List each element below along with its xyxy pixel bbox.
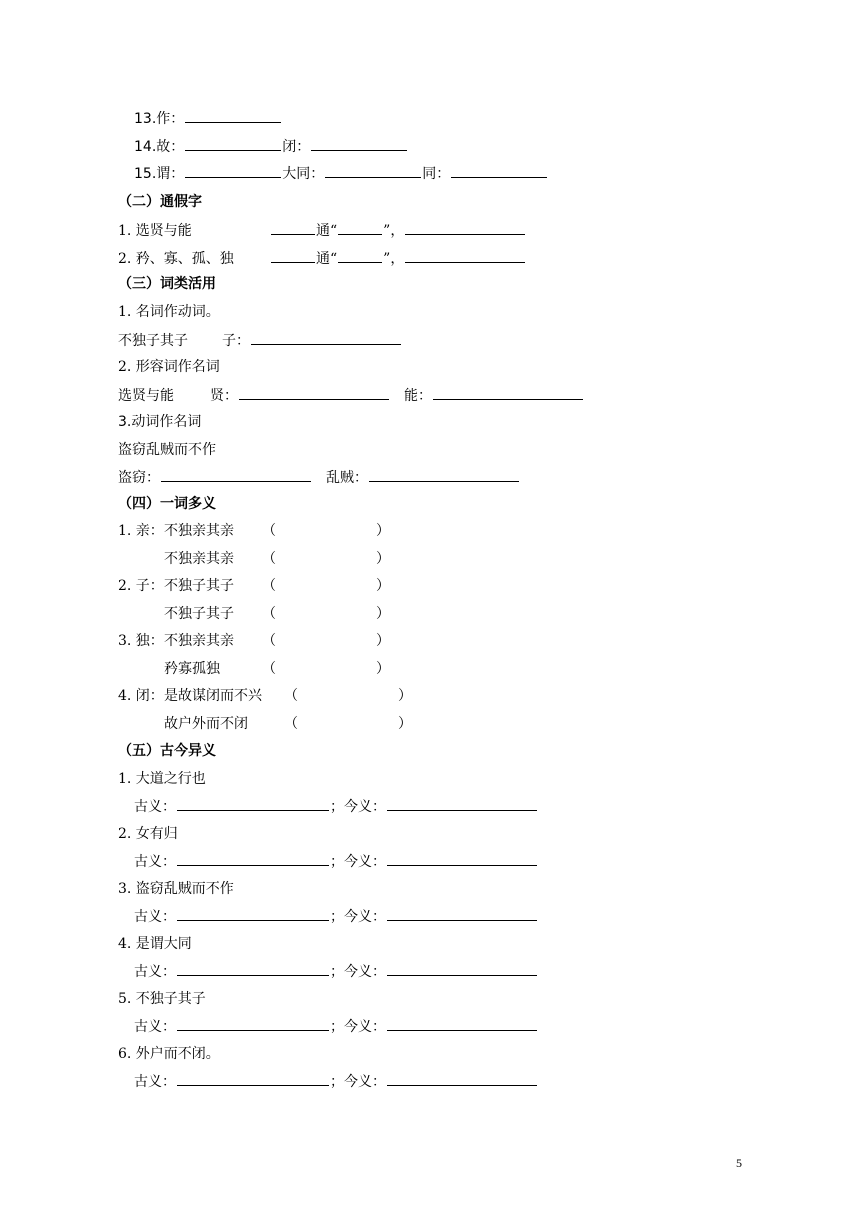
close-paren: ） bbox=[376, 661, 390, 677]
row-prefix: 1. 亲： bbox=[118, 523, 164, 539]
answer-blank[interactable] bbox=[338, 220, 382, 235]
gujin-item-label: 3. 盗窃乱贼而不作 bbox=[118, 881, 234, 897]
item-word: 闭： bbox=[282, 139, 311, 155]
separator: ； bbox=[330, 854, 344, 870]
gujin-answer-row bbox=[134, 906, 538, 926]
close-paren: ） bbox=[376, 523, 390, 539]
tongjia-row-2 bbox=[118, 248, 526, 268]
separator: ； bbox=[330, 909, 344, 925]
close-paren: ） bbox=[376, 606, 390, 622]
item-number: 15. bbox=[134, 166, 157, 182]
open-paren: （ bbox=[284, 716, 298, 732]
gujin-item-label: 1. 大道之行也 bbox=[118, 771, 206, 787]
open-paren: （ bbox=[262, 606, 276, 622]
gu-label: 古义： bbox=[134, 854, 176, 870]
gujin-item-label: 4. 是谓大同 bbox=[118, 936, 192, 952]
polysemy-row bbox=[118, 576, 390, 596]
close-paren: ） bbox=[398, 716, 412, 732]
section-title-tongjiazi: （二）通假字 bbox=[118, 194, 202, 210]
sub-heading: 2. 形容词作名词 bbox=[118, 359, 220, 375]
answer-blank[interactable] bbox=[271, 248, 315, 263]
tongjia-row-1 bbox=[118, 220, 526, 240]
jin-label: 今义： bbox=[344, 854, 386, 870]
example-sentence: 是故谋闭而不兴 bbox=[164, 688, 262, 704]
separator: ； bbox=[330, 1074, 344, 1090]
answer-blank[interactable] bbox=[239, 385, 389, 400]
polysemy-row bbox=[118, 604, 390, 624]
answer-blank[interactable] bbox=[177, 1071, 329, 1086]
item-number: 13. bbox=[134, 111, 157, 127]
jin-label: 今义： bbox=[344, 799, 386, 815]
sub-heading: 3.动词作名词 bbox=[118, 414, 202, 430]
answer-blank[interactable] bbox=[271, 220, 315, 235]
gujin-answer-row bbox=[134, 961, 538, 981]
gu-label: 古义： bbox=[134, 799, 176, 815]
gu-label: 古义： bbox=[134, 964, 176, 980]
close-paren: ） bbox=[398, 688, 412, 704]
huoyong-row-1 bbox=[118, 330, 402, 350]
example-sentence: 不独亲其亲 bbox=[164, 551, 234, 567]
close-paren: ） bbox=[376, 551, 390, 567]
tong-text: 通“ bbox=[316, 251, 338, 267]
open-paren: （ bbox=[262, 551, 276, 567]
row-label: 乱贼： bbox=[326, 470, 368, 486]
answer-blank[interactable] bbox=[369, 467, 519, 482]
answer-blank[interactable] bbox=[387, 906, 537, 921]
answer-blank[interactable] bbox=[387, 961, 537, 976]
item-13 bbox=[134, 108, 282, 128]
answer-blank[interactable] bbox=[311, 136, 407, 151]
polysemy-row bbox=[118, 631, 390, 651]
answer-blank[interactable] bbox=[405, 248, 525, 263]
huoyong-row-3 bbox=[118, 467, 520, 487]
example-sentence: 不独子其子 bbox=[164, 606, 234, 622]
section-title-yiciduoyi: （四）一词多义 bbox=[118, 496, 216, 512]
item-number: 14. bbox=[134, 139, 157, 155]
item-14 bbox=[134, 136, 408, 156]
row-label: 盗窃： bbox=[118, 470, 160, 486]
item-word: 大同： bbox=[282, 166, 325, 182]
close-paren: ） bbox=[376, 633, 390, 649]
open-paren: （ bbox=[262, 523, 276, 539]
gu-label: 古义： bbox=[134, 1019, 176, 1035]
row-prefix: 3. 独： bbox=[118, 633, 164, 649]
jin-label: 今义： bbox=[344, 964, 386, 980]
row-label: 1. 选贤与能 bbox=[118, 223, 192, 239]
item-word: 作： bbox=[156, 111, 185, 127]
gujin-answer-row bbox=[134, 1016, 538, 1036]
gujin-answer-row bbox=[134, 1071, 538, 1091]
polysemy-row bbox=[118, 686, 412, 706]
answer-blank[interactable] bbox=[338, 248, 382, 263]
answer-blank[interactable] bbox=[161, 467, 311, 482]
row-label: 2. 矜、寡、孤、独 bbox=[118, 251, 234, 267]
answer-blank[interactable] bbox=[325, 163, 421, 178]
answer-blank[interactable] bbox=[451, 163, 547, 178]
answer-blank[interactable] bbox=[177, 851, 329, 866]
answer-blank[interactable] bbox=[433, 385, 583, 400]
close-quote: ”， bbox=[383, 251, 405, 267]
answer-blank[interactable] bbox=[177, 796, 329, 811]
open-paren: （ bbox=[262, 633, 276, 649]
answer-blank[interactable] bbox=[387, 796, 537, 811]
answer-blank[interactable] bbox=[251, 330, 401, 345]
section-title-cileihuoyong: （三）词类活用 bbox=[118, 276, 216, 292]
gujin-item-label: 2. 女有归 bbox=[118, 826, 178, 842]
example-sentence: 不独亲其亲 bbox=[164, 633, 234, 649]
tong-text: 通“ bbox=[316, 223, 338, 239]
gujin-item-label: 6. 外户而不闭。 bbox=[118, 1046, 220, 1062]
item-word: 故： bbox=[156, 139, 185, 155]
jin-label: 今义： bbox=[344, 1019, 386, 1035]
close-quote: ”， bbox=[383, 223, 405, 239]
answer-blank[interactable] bbox=[387, 851, 537, 866]
open-paren: （ bbox=[262, 578, 276, 594]
answer-blank[interactable] bbox=[177, 906, 329, 921]
item-word: 同： bbox=[422, 166, 451, 182]
page-number: 5 bbox=[736, 1156, 742, 1170]
jin-label: 今义： bbox=[344, 909, 386, 925]
open-paren: （ bbox=[262, 661, 276, 677]
open-paren: （ bbox=[284, 688, 298, 704]
gujin-answer-row bbox=[134, 796, 538, 816]
row-label: 贤： bbox=[210, 388, 238, 404]
example-sentence: 矜寡孤独 bbox=[164, 661, 220, 677]
sub-heading: 1. 名词作动词。 bbox=[118, 304, 220, 320]
separator: ； bbox=[330, 799, 344, 815]
answer-blank[interactable] bbox=[185, 108, 281, 123]
gu-label: 古义： bbox=[134, 1074, 176, 1090]
row-prefix: 4. 闭： bbox=[118, 688, 164, 704]
row-label: 子： bbox=[222, 333, 250, 349]
example-sentence: 不独子其子 bbox=[164, 578, 234, 594]
example-sentence: 不独亲其亲 bbox=[164, 523, 234, 539]
gujin-item-label: 5. 不独子其子 bbox=[118, 991, 206, 1007]
example-sentence: 故户外而不闭 bbox=[164, 716, 248, 732]
answer-blank[interactable] bbox=[185, 136, 281, 151]
answer-blank[interactable] bbox=[405, 220, 525, 235]
answer-blank[interactable] bbox=[185, 163, 281, 178]
example-sentence: 盗窃乱贼而不作 bbox=[118, 442, 216, 458]
polysemy-row bbox=[118, 521, 390, 541]
polysemy-row bbox=[118, 549, 390, 569]
item-15 bbox=[134, 163, 548, 183]
answer-blank[interactable] bbox=[387, 1071, 537, 1086]
close-paren: ） bbox=[376, 578, 390, 594]
section-title-gujinyiyi: （五）古今异义 bbox=[118, 743, 216, 759]
separator: ； bbox=[330, 964, 344, 980]
polysemy-row bbox=[118, 714, 412, 734]
example-sentence: 选贤与能 bbox=[118, 388, 174, 404]
jin-label: 今义： bbox=[344, 1074, 386, 1090]
answer-blank[interactable] bbox=[387, 1016, 537, 1031]
answer-blank[interactable] bbox=[177, 961, 329, 976]
item-word: 谓： bbox=[156, 166, 185, 182]
row-label: 能： bbox=[404, 388, 432, 404]
separator: ； bbox=[330, 1019, 344, 1035]
gu-label: 古义： bbox=[134, 909, 176, 925]
example-sentence: 不独子其子 bbox=[118, 333, 188, 349]
gujin-answer-row bbox=[134, 851, 538, 871]
answer-blank[interactable] bbox=[177, 1016, 329, 1031]
row-prefix: 2. 子： bbox=[118, 578, 164, 594]
huoyong-row-2 bbox=[118, 385, 584, 405]
polysemy-row bbox=[118, 659, 390, 679]
